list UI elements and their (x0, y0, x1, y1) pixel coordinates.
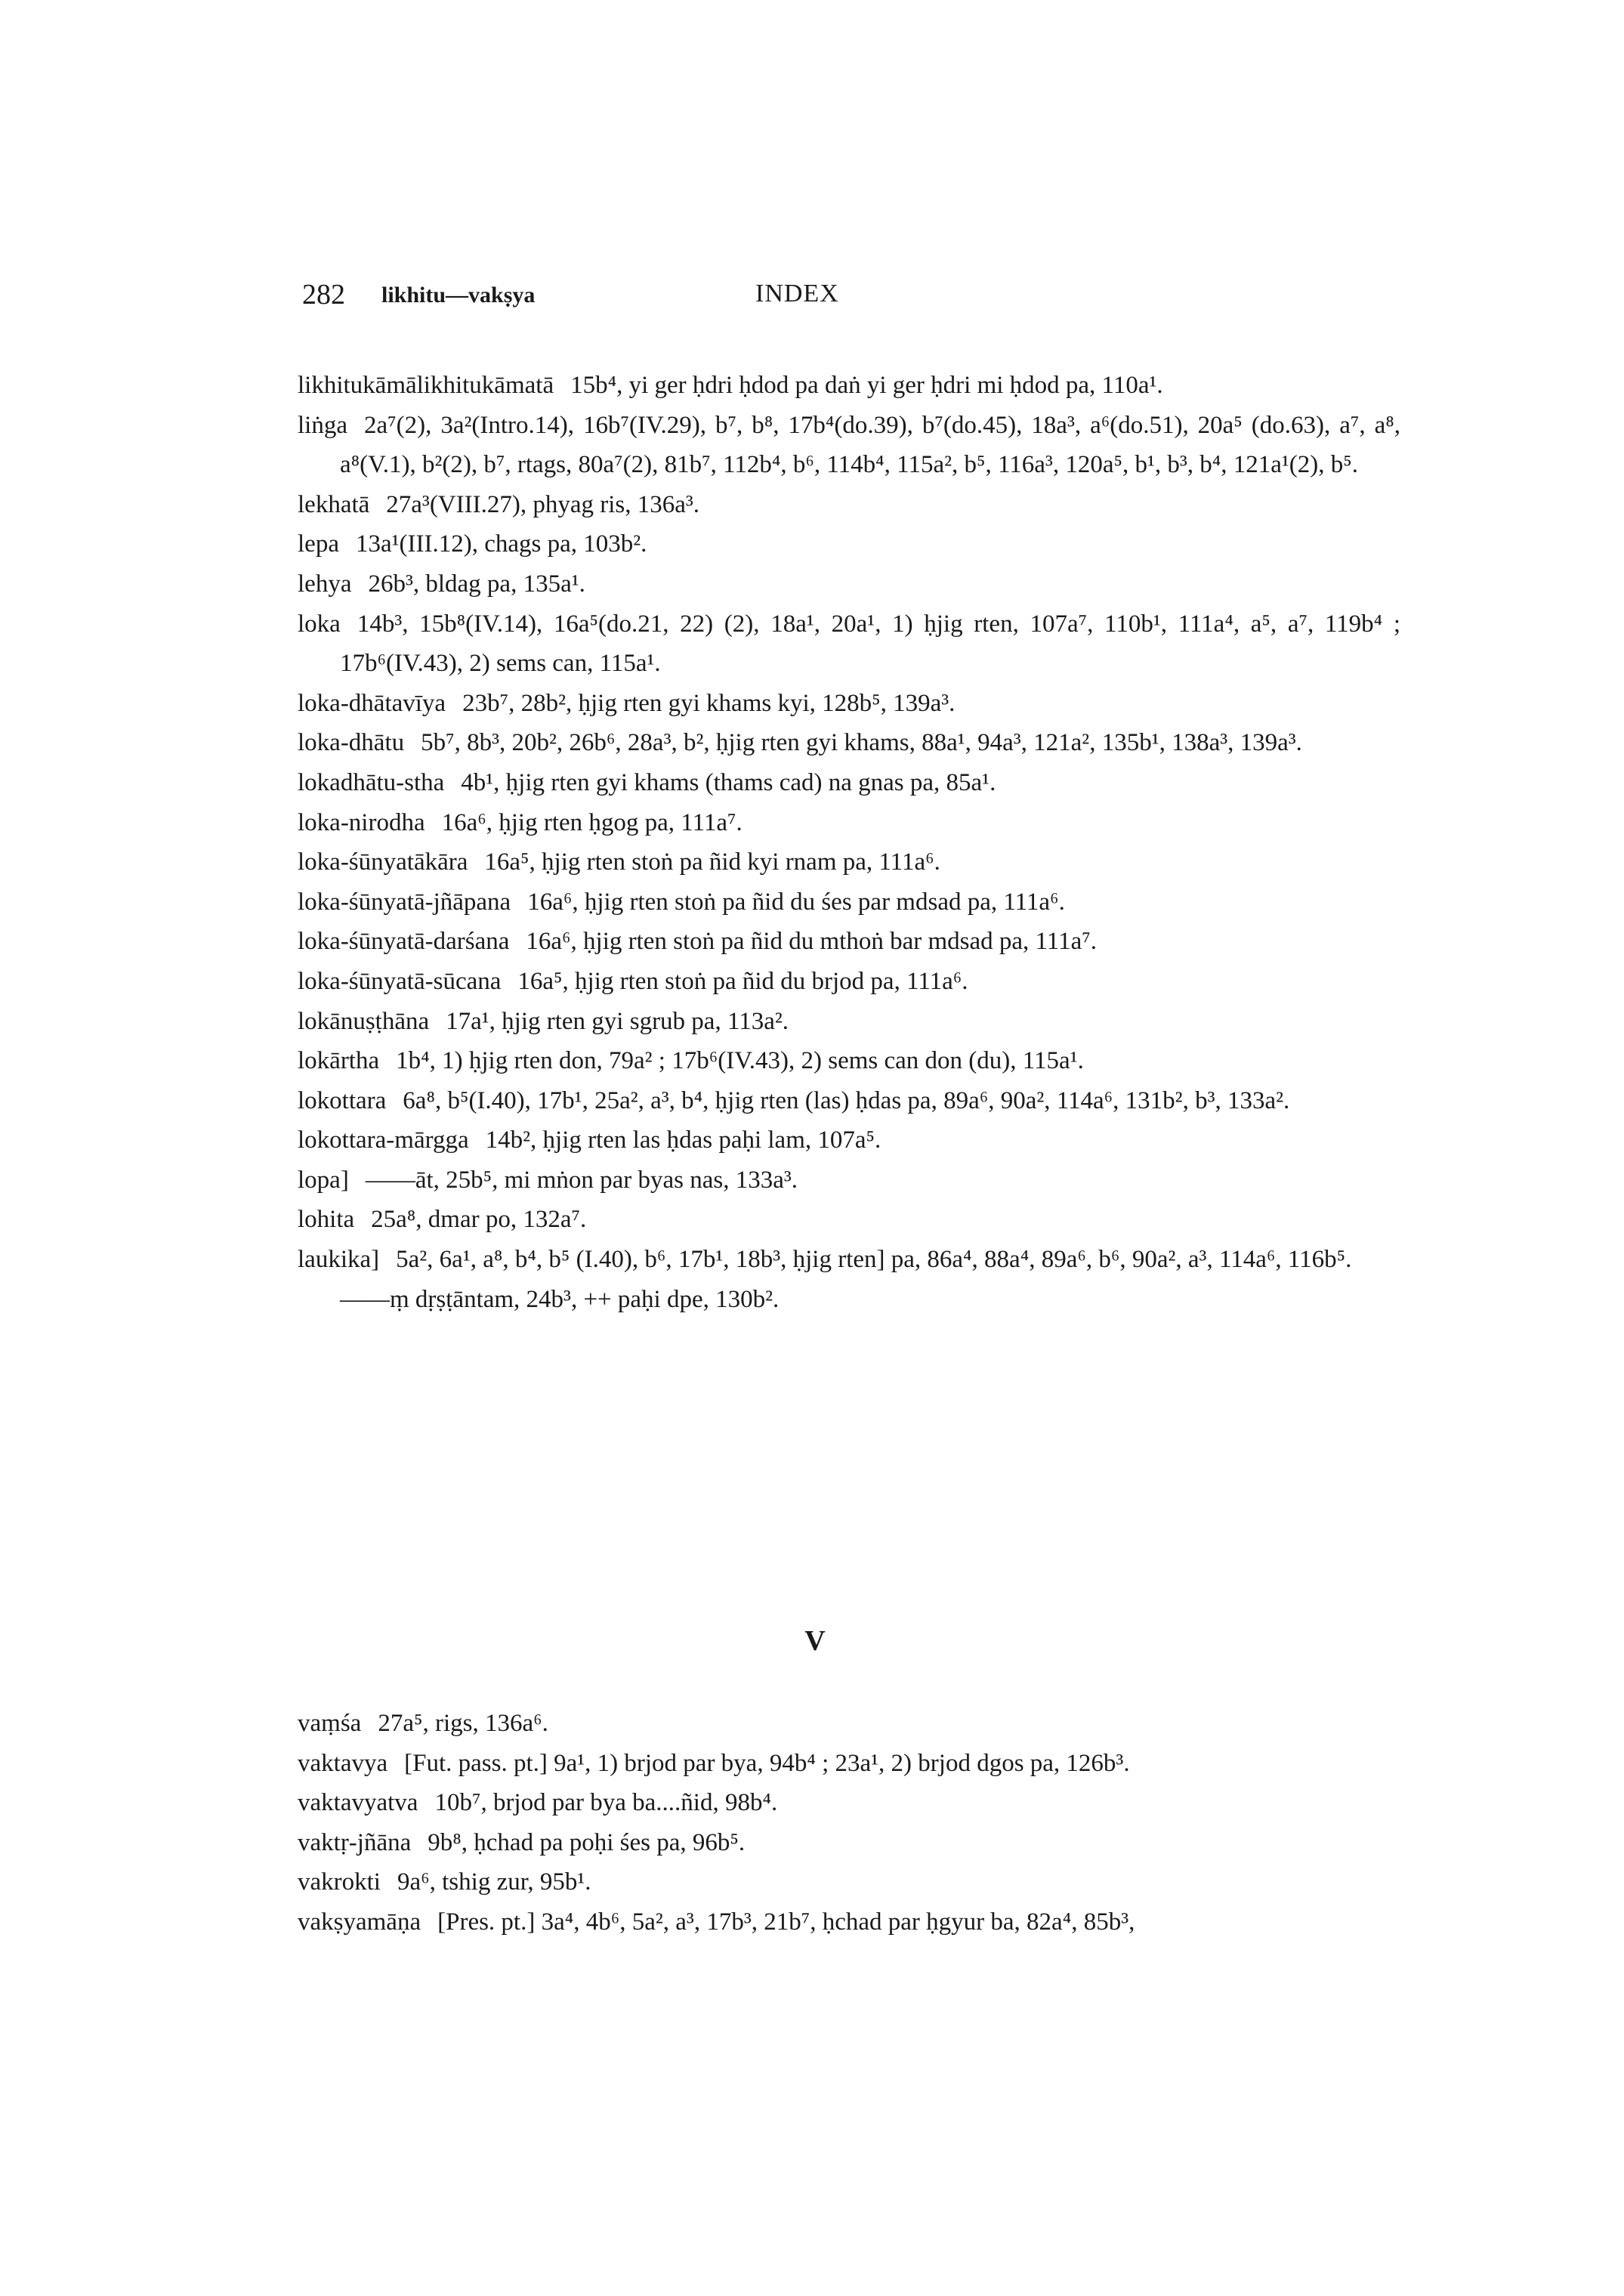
entry-headword: lohita (298, 1206, 355, 1234)
index-entry (298, 366, 1400, 406)
entry-headword: vakrokti (298, 1868, 381, 1896)
entry-locations: 13a¹(III.12), chags pa, 103b². (355, 530, 647, 558)
entry-headword: loka-śūnyatākāra (298, 848, 468, 876)
index-entry (298, 406, 1400, 485)
entry-locations: 10b⁷, brjod par bya ba....ñid, 98b⁴. (434, 1789, 778, 1817)
page-number: 282 (302, 279, 345, 311)
index-section-v (298, 1704, 1400, 1942)
index-entry (298, 962, 1400, 1002)
index-entry (298, 1002, 1400, 1042)
entry-headword: lopa] (298, 1166, 349, 1194)
index-entry (298, 564, 1400, 604)
entry-locations: [Pres. pt.] 3a⁴, 4b⁶, 5a², a³, 17b³, 21b⁷, ḥchad par ḥgyur ba, 82a⁴, 85b³, (437, 1908, 1135, 1936)
entry-locations: 16a⁵, ḥjig rten stoṅ pa ñid du brjod pa, 111a⁶. (517, 967, 968, 995)
entry-headword: vaṃśa (298, 1710, 362, 1737)
entry-locations: 14b², ḥjig rten las ḥdas paḥi lam, 107a⁵. (485, 1126, 881, 1154)
entry-locations: 26b³, bldag pa, 135a¹. (368, 570, 585, 598)
index-entry (298, 604, 1400, 684)
index-entry (298, 1200, 1400, 1240)
entry-headword: likhitukāmālikhitukāmatā (298, 372, 554, 399)
index-entry (298, 1240, 1400, 1280)
entry-headword: loka-nirodha (298, 808, 425, 836)
entry-headword: loka-śūnyatā-sūcana (298, 967, 502, 995)
running-head-title: INDEX (755, 280, 839, 307)
entry-headword: lokadhātu-stha (298, 768, 445, 796)
entry-locations: 16a⁶, ḥjig rten stoṅ pa ñid du śes par mdsad pa, 111a⁶. (527, 888, 1065, 916)
entry-headword: lokottara (298, 1086, 387, 1114)
index-entry (298, 1783, 1400, 1823)
entry-headword: lehya (298, 570, 352, 598)
running-head-range: likhitu—vakṣya (381, 283, 536, 307)
index-sub-entry: ——ṃ dṛṣṭāntam, 24b³, ++ paḥi dpe, 130b². (340, 1285, 780, 1313)
section-letter (0, 1624, 1624, 1658)
entry-locations: 23b⁷, 28b², ḥjig rten gyi khams kyi, 128b⁵, 139a³. (462, 689, 956, 717)
entry-headword: liṅga (298, 411, 347, 439)
index-entry (298, 803, 1400, 843)
entry-locations: [Fut. pass. pt.] 9a¹, 1) brjod par bya, 94b⁴ ; 23a¹, 2) brjod dgos pa, 126b³. (404, 1749, 1130, 1777)
index-entry (298, 882, 1400, 922)
entry-headword: lokārtha (298, 1047, 380, 1075)
index-entry (298, 1160, 1400, 1201)
entry-locations: 9a⁶, tshig zur, 95b¹. (397, 1868, 591, 1896)
entry-headword: vaktṛ-jñāna (298, 1828, 412, 1856)
entry-headword: lepa (298, 530, 339, 558)
section-letter-text: V (804, 1625, 826, 1657)
index-entry (298, 1862, 1400, 1902)
index-entry (298, 842, 1400, 882)
entry-locations: 2a⁷(2), 3a²(Intro.14), 16b⁷(IV.29), b⁷, b⁸, 17b⁴(do.39), b⁷(do.45), 18a³, a⁶(do.51), 20a⁵ (do.63), a⁷, a⁸, a⁸(V.1), b²(2), b⁷, rtags, 80a⁷(2), 81b⁷, 112b⁴, b⁶, 114b⁴, 115a², b⁵, 116a³, 120a⁵, b¹, b³, b⁴, 121a¹(2), b⁵. (340, 411, 1400, 479)
index-entry (298, 1081, 1400, 1121)
entry-locations: 6a⁸, b⁵(I.40), 17b¹, 25a², a³, b⁴, ḥjig rten (las) ḥdas pa, 89a⁶, 90a², 114a⁶, 131b², b³, 133a². (403, 1086, 1290, 1114)
entry-locations: 15b⁴, yi ger ḥdri ḥdod pa daṅ yi ger ḥdri mi ḥdod pa, 110a¹. (570, 372, 1163, 399)
entry-locations: 16a⁶, ḥjig rten ḥgog pa, 111a⁷. (441, 808, 743, 836)
index-entry (298, 1823, 1400, 1863)
entry-headword: loka-śūnyatā-darśana (298, 928, 510, 956)
index-entry (298, 1704, 1400, 1744)
index-section-l (298, 366, 1400, 1319)
entry-headword: loka (298, 610, 341, 638)
entry-headword: loka-dhātu (298, 729, 405, 757)
running-head (302, 278, 1397, 316)
entry-headword: lokānuṣṭhāna (298, 1007, 430, 1035)
index-entry (298, 684, 1400, 724)
index-entry (298, 1041, 1400, 1081)
entry-locations: 5b⁷, 8b³, 20b², 26b⁶, 28a³, b², ḥjig rten gyi khams, 88a¹, 94a³, 121a², 135b¹, 138a³, 139a³. (421, 729, 1302, 757)
index-entry (298, 1744, 1400, 1784)
entry-headword: laukika] (298, 1246, 380, 1274)
entry-headword: vakṣyamāṇa (298, 1908, 421, 1936)
entry-locations: 4b¹, ḥjig rten gyi khams (thams cad) na gnas pa, 85a¹. (461, 768, 996, 796)
entry-locations: ——āt, 25b⁵, mi mṅon par byas nas, 133a³. (365, 1166, 798, 1194)
entry-locations: 27a⁵, rigs, 136a⁶. (378, 1710, 548, 1737)
entry-locations: 14b³, 15b⁸(IV.14), 16a⁵(do.21, 22) (2), 18a¹, 20a¹, 1) ḥjig rten, 107a⁷, 110b¹, 111a⁴, a⁵, a⁷, 119b⁴ ; 17b⁶(IV.43), 2) sems can, 115a¹. (340, 610, 1400, 678)
entry-headword: vaktavyatva (298, 1789, 418, 1817)
entry-locations: 9b⁸, ḥchad pa poḥi śes pa, 96b⁵. (428, 1828, 746, 1856)
entry-locations: 17a¹, ḥjig rten gyi sgrub pa, 113a². (446, 1007, 789, 1035)
index-entry (298, 1120, 1400, 1160)
entry-headword: vaktavya (298, 1749, 388, 1777)
index-entry (298, 922, 1400, 962)
index-entry (298, 1902, 1400, 1942)
entry-headword: loka-dhātavīya (298, 689, 446, 717)
entry-locations: 5a², 6a¹, a⁸, b⁴, b⁵ (I.40), b⁶, 17b¹, 18b³, ḥjig rten] pa, 86a⁴, 88a⁴, 89a⁶, b⁶, 90a², a³, 114a⁶, 116b⁵. (396, 1246, 1352, 1274)
index-entry (298, 524, 1400, 564)
index-entry (298, 763, 1400, 803)
index-entry (298, 485, 1400, 525)
entry-locations: 16a⁵, ḥjig rten stoṅ pa ñid kyi rnam pa, 111a⁶. (484, 848, 940, 876)
entry-locations: 1b⁴, 1) ḥjig rten don, 79a² ; 17b⁶(IV.43), 2) sems can don (du), 115a¹. (396, 1047, 1084, 1075)
entry-headword: lekhatā (298, 490, 370, 518)
entry-locations: 27a³(VIII.27), phyag ris, 136a³. (386, 490, 700, 518)
entry-headword: loka-śūnyatā-jñāpana (298, 888, 511, 916)
index-entry (298, 723, 1400, 763)
entry-headword: lokottara-mārgga (298, 1126, 469, 1154)
entry-locations: 16a⁶, ḥjig rten stoṅ pa ñid du mthoṅ bar mdsad pa, 111a⁷. (526, 928, 1097, 956)
entry-locations: 25a⁸, dmar po, 132a⁷. (371, 1206, 587, 1234)
